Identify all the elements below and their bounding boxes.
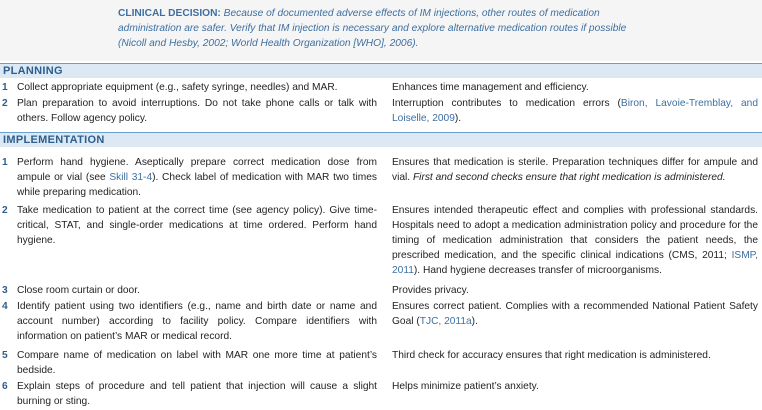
planning-heading: PLANNING	[0, 64, 762, 78]
step-text: Compare name of medication on label with MAR one more time at patient’s bedside.	[17, 350, 377, 376]
clinical-decision-label: CLINICAL DECISION:	[118, 8, 221, 19]
rationale-pre: Ensures intended therapeutic effect and complies with professional standards. Hospitals need to adopt a medication administration policy and procedure for the timing of medication administration that considers the patient needs, the prescribed medication, and the specific clinical indications (CMS, 2011;	[392, 205, 758, 261]
rationale-pre: Ensures that medication is sterile. Preparation techniques differ for ampule and vial.	[392, 157, 758, 183]
step-number: 1	[2, 157, 8, 168]
rationale-text: Enhances time management and efficiency.	[392, 82, 589, 93]
rationale-text: Third check for accuracy ensures that right medication is administered.	[392, 350, 711, 361]
step-text: Plan preparation to avoid interruptions. Do not take phone calls or talk with others. Follow agency policy.	[17, 98, 377, 124]
rationale-pre: Ensures correct patient. Complies with a recommended National Patient Safety Goal (	[392, 301, 758, 327]
step-text: Take medication to patient at the correct time (see agency policy). Give time-critical, STAT, and single-order medications at time ordered. Perform hand hygiene.	[17, 205, 377, 246]
rationale-pre: Interruption contributes to medication errors (	[392, 98, 621, 109]
clinical-decision-body: Because of documented adverse effects of IM injections, other routes of medication administration are safer. Verify that IM injection is necessary and explore alternative medication routes if possible (Nicoll and Hesby, 2002; World Health Organization [WHO], 2006).	[118, 8, 627, 49]
step-text: Explain steps of procedure and tell patient that injection will cause a slight burning or sting.	[17, 381, 377, 407]
rationale-text: Helps minimize patient’s anxiety.	[392, 381, 539, 392]
step-text: Collect appropriate equipment (e.g., safety syringe, needles) and MAR.	[17, 82, 338, 93]
step-number: 1	[2, 82, 8, 93]
implementation-section	[0, 133, 762, 147]
step-number: 2	[2, 205, 8, 216]
step-text: Identify patient using two identifiers (e.g., name and birth date or name and account number) according to facility policy. Compare identifiers with information on patient’s MAR or medical record.	[17, 301, 377, 342]
step-post: ). Check label of medication with MAR two times while preparing medication.	[17, 172, 377, 198]
clinical-decision-callout	[0, 0, 762, 61]
rationale-post: ).	[454, 113, 462, 124]
step-number: 4	[2, 301, 8, 312]
step-text: Close room curtain or door.	[17, 285, 140, 296]
rationale-text	[392, 203, 758, 278]
rationale-text: Provides privacy.	[392, 285, 469, 296]
step-number: 5	[2, 350, 8, 361]
step-pre: Perform hand hygiene. Aseptically prepare correct medication dose from ampule or vial (see	[17, 157, 377, 183]
citation-link[interactable]: TJC, 2011a	[419, 316, 472, 327]
rationale-post: ). Hand hygiene decreases transfer of microorganisms.	[413, 265, 662, 276]
step-number: 6	[2, 381, 8, 392]
rationale-text	[392, 155, 758, 185]
implementation-heading: IMPLEMENTATION	[0, 133, 762, 147]
rationale-text	[392, 299, 758, 329]
rationale-post: ).	[471, 316, 478, 327]
step-number: 3	[2, 285, 8, 296]
citation-link[interactable]: Biron, Lavoie-Tremblay, and Loiselle, 2009	[392, 98, 758, 124]
rationale-text	[392, 96, 758, 126]
clinical-decision-text	[118, 6, 648, 51]
step-number: 2	[2, 98, 8, 109]
citation-link[interactable]: ISMP, 2011	[392, 250, 758, 276]
rationale-italic: First and second checks ensure that right medication is administered.	[412, 172, 726, 183]
skill-link[interactable]: Skill 31-4	[109, 172, 153, 183]
step-text	[17, 155, 377, 200]
planning-section	[0, 64, 762, 78]
